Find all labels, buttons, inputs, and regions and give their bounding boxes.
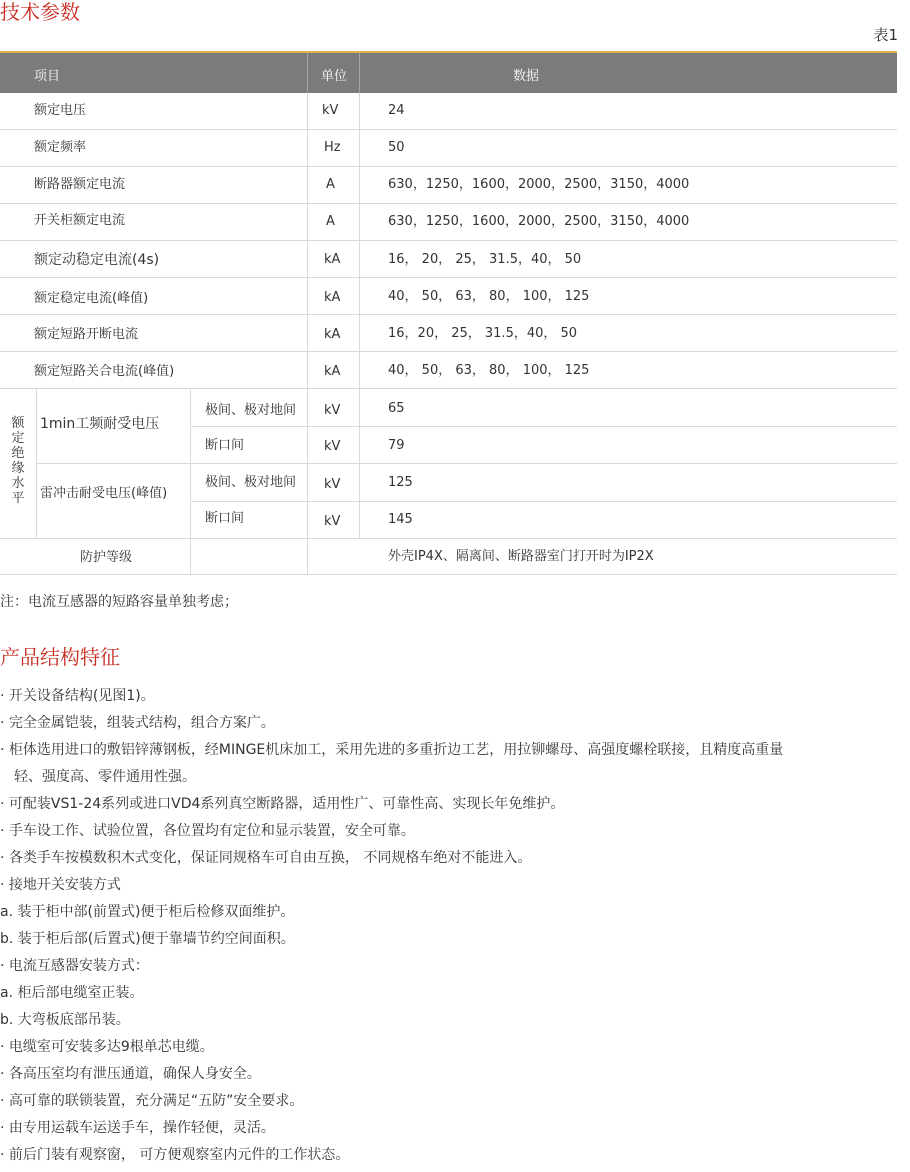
section-title-spec: 技术参数 xyxy=(0,0,80,24)
row-item: 额定短路开断电流 xyxy=(34,327,139,342)
feature-item: · 前后门装有观察窗， 可方便观察室内元件的工作状态。 xyxy=(0,1147,350,1163)
feature-item: · 高可靠的联锁装置，充分满足“五防”安全要求。 xyxy=(0,1093,304,1109)
row-unit: kA xyxy=(324,327,341,342)
column-divider xyxy=(190,388,191,574)
row-value: 65 xyxy=(388,401,405,416)
row-value: 145 xyxy=(388,512,413,527)
header-item: 项目 xyxy=(34,69,61,84)
feature-item: · 电缆室可安装多达9根单芯电缆。 xyxy=(0,1039,214,1055)
row-value: 40， 50， 63， 80， 100， 125 xyxy=(388,289,590,304)
row-divider xyxy=(0,314,897,315)
row-value: 50 xyxy=(388,140,405,155)
row-divider xyxy=(0,166,897,167)
feature-item: · 各高压室均有泄压通道，确保人身安全。 xyxy=(0,1066,261,1082)
row-value: 79 xyxy=(388,438,405,453)
row-divider xyxy=(190,426,897,427)
row-item: 额定动稳定电流(4s) xyxy=(34,252,160,268)
feature-item: · 完全金属铠装，组装式结构，组合方案广。 xyxy=(0,715,275,731)
feature-item: · 电流互感器安装方式： xyxy=(0,958,149,974)
row-divider xyxy=(0,574,897,575)
row-item: 断路器额定电流 xyxy=(34,177,126,192)
row-divider xyxy=(0,538,897,539)
row-value: 16，20， 25， 31.5，40， 50 xyxy=(388,326,578,341)
section-title-features: 产品结构特征 xyxy=(0,645,120,669)
feature-item: · 柜体选用进口的敷铝锌薄钢板，经MINGE机床加工，采用先进的多重折边工艺，用拉铆螺母、高强度螺栓联接，且精度高重量 xyxy=(0,742,784,758)
row-unit: A xyxy=(326,214,335,229)
row-unit: Hz xyxy=(324,140,341,155)
sub-item: 极间、极对地间 xyxy=(205,475,297,490)
feature-item: 轻、强度高、零件通用性强。 xyxy=(14,769,196,785)
row-unit: kA xyxy=(324,252,341,267)
table-number: 表1 xyxy=(873,26,898,44)
row-divider xyxy=(0,203,897,204)
column-divider xyxy=(359,93,360,538)
row-unit: kV xyxy=(324,514,341,529)
power-frequency-label: 1min工频耐受电压 xyxy=(40,416,160,432)
protection-item: 防护等级 xyxy=(80,550,133,565)
row-item: 额定短路关合电流(峰值) xyxy=(34,364,175,379)
sub-item: 断口间 xyxy=(205,438,245,453)
feature-item: · 由专用运载车运送手车，操作轻便，灵活。 xyxy=(0,1120,275,1136)
feature-item: a. 柜后部电缆室正装。 xyxy=(0,985,144,1001)
row-unit: kV xyxy=(324,439,341,454)
row-item: 开关柜额定电流 xyxy=(34,213,126,228)
header-divider xyxy=(307,53,308,93)
row-divider xyxy=(0,129,897,130)
feature-item: · 接地开关安装方式 xyxy=(0,877,121,893)
sub-item: 极间、极对地间 xyxy=(205,403,297,418)
row-unit: kV xyxy=(322,103,339,118)
row-value: 125 xyxy=(388,475,413,490)
header-data: 数据 xyxy=(513,69,540,84)
impulse-label: 雷冲击耐受电压(峰值) xyxy=(40,486,168,501)
row-item: 额定稳定电流(峰值) xyxy=(34,291,149,306)
feature-item: · 可配装VS1-24系列或进口VD4系列真空断路器，适用性广、可靠性高、实现长年免维护。 xyxy=(0,796,565,812)
feature-item: · 各类手车按模数积木式变化，保证同规格车可自由互换， 不同规格车绝对不能进入。 xyxy=(0,850,532,866)
feature-item: a. 装于柜中部(前置式)便于柜后检修双面维护。 xyxy=(0,904,295,920)
header-divider xyxy=(359,53,360,93)
feature-item: · 手车设工作、试验位置，各位置均有定位和显示装置，安全可靠。 xyxy=(0,823,415,839)
feature-list xyxy=(0,683,897,1169)
row-divider xyxy=(36,463,897,464)
row-unit: kV xyxy=(324,477,341,492)
row-value: 630，1250，1600，2000，2500，3150，4000 xyxy=(388,214,690,229)
row-item: 额定频率 xyxy=(34,140,87,155)
feature-item: · 开关设备结构(见图1)。 xyxy=(0,688,155,704)
row-divider xyxy=(0,277,897,278)
table-note: 注：电流互感器的短路容量单独考虑； xyxy=(0,594,238,610)
feature-item: b. 装于柜后部(后置式)便于靠墙节约空间面积。 xyxy=(0,931,295,947)
row-item: 额定电压 xyxy=(34,103,87,118)
row-divider xyxy=(0,388,897,389)
feature-item: b. 大弯板底部吊装。 xyxy=(0,1012,130,1028)
protection-value: 外壳IP4X、隔离间、断路器室门打开时为IP2X xyxy=(388,549,654,564)
row-value: 16， 20， 25， 31.5，40， 50 xyxy=(388,252,582,267)
column-divider xyxy=(36,388,37,538)
column-divider xyxy=(307,93,308,574)
row-unit: kA xyxy=(324,364,341,379)
row-value: 40， 50， 63， 80， 100， 125 xyxy=(388,363,590,378)
sub-item: 断口间 xyxy=(205,511,245,526)
header-unit: 单位 xyxy=(321,69,348,84)
row-unit: kA xyxy=(324,290,341,305)
table-header xyxy=(0,53,897,93)
row-unit: A xyxy=(326,177,335,192)
row-value: 24 xyxy=(388,103,405,118)
row-divider xyxy=(190,501,897,502)
row-divider xyxy=(0,351,897,352)
insulation-group-label: 额 定 绝 缘 水 平 xyxy=(11,416,25,506)
row-value: 630，1250，1600，2000，2500，3150，4000 xyxy=(388,177,690,192)
row-divider xyxy=(0,240,897,241)
row-unit: kV xyxy=(324,403,341,418)
